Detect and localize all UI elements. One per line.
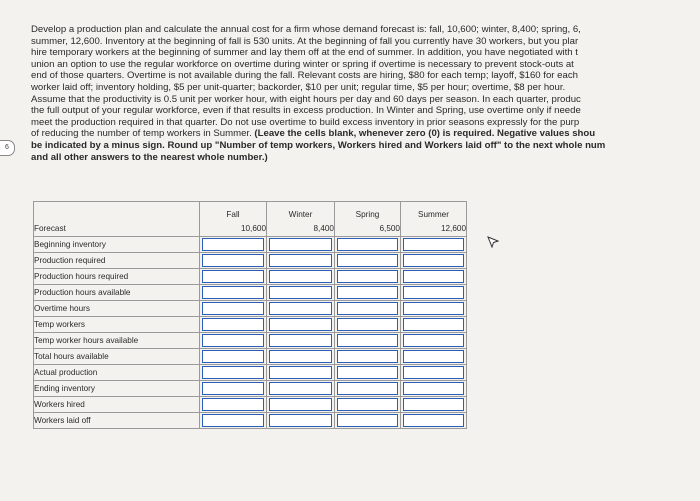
answer-cell-spring <box>335 412 401 428</box>
row-label: Actual production <box>34 364 200 380</box>
table-row <box>34 396 467 412</box>
problem-line: union an option to use the regular workforce on overtime during winter or spring if overtime is necessary to prevent stock-outs at <box>31 58 574 70</box>
answer-cell-fall <box>200 252 267 268</box>
answer-input-winter[interactable] <box>269 270 332 283</box>
answer-cell-summer <box>401 300 467 316</box>
table-row <box>34 332 467 348</box>
table-header-row <box>34 202 467 221</box>
row-label: Temp workers <box>34 316 200 332</box>
row-label: Overtime hours <box>34 300 200 316</box>
production-plan-table <box>33 201 467 429</box>
row-label: Workers laid off <box>34 412 200 428</box>
answer-cell-winter <box>267 252 335 268</box>
answer-input-fall[interactable] <box>202 414 264 427</box>
answer-input-winter[interactable] <box>269 334 332 347</box>
answer-input-spring[interactable] <box>337 366 398 379</box>
answer-input-fall[interactable] <box>202 318 264 331</box>
answer-input-spring[interactable] <box>337 238 398 251</box>
answer-input-summer[interactable] <box>403 350 464 363</box>
answer-cell-summer <box>401 396 467 412</box>
answer-input-spring[interactable] <box>337 414 398 427</box>
instruction-line: and all other answers to the nearest whole number.) <box>31 151 268 163</box>
answer-input-spring[interactable] <box>337 302 398 315</box>
answer-cell-summer <box>401 364 467 380</box>
answer-input-summer[interactable] <box>403 382 464 395</box>
answer-cell-winter <box>267 332 335 348</box>
header-fall: Fall <box>200 202 267 221</box>
answer-cell-fall <box>200 268 267 284</box>
problem-line: worker laid off; inventory holding, $5 per unit-quarter; backorder, $10 per unit; regular time, $5 per hour; overtime, $8 per hour. <box>31 81 566 93</box>
answer-cell-spring <box>335 332 401 348</box>
answer-input-spring[interactable] <box>337 350 398 363</box>
answer-cell-fall <box>200 412 267 428</box>
answer-cell-summer <box>401 284 467 300</box>
row-label: Forecast <box>34 221 200 237</box>
problem-line-mixed <box>31 128 700 140</box>
instruction-line: be indicated by a minus sign. Round up "Number of temp workers, Workers hired and Workers laid off" to the next whole num <box>31 139 606 151</box>
answer-input-winter[interactable] <box>269 382 332 395</box>
answer-input-spring[interactable] <box>337 398 398 411</box>
mouse-pointer-icon <box>487 236 499 248</box>
answer-input-summer[interactable] <box>403 286 464 299</box>
header-summer: Summer <box>401 202 467 221</box>
answer-input-summer[interactable] <box>403 270 464 283</box>
answer-input-winter[interactable] <box>269 318 332 331</box>
problem-line: summer, 12,600. Inventory at the beginning of fall is 530 units. At the beginning of fall you currently have 30 workers, but you plar <box>31 35 579 47</box>
problem-line: Assume that the productivity is 0.5 unit per worker hour, with eight hours per day and 60 days per season. In each quarter, produc <box>31 93 581 105</box>
answer-cell-summer <box>401 252 467 268</box>
answer-input-spring[interactable] <box>337 270 398 283</box>
row-label: Production required <box>34 252 200 268</box>
answer-input-fall[interactable] <box>202 366 264 379</box>
answer-input-summer[interactable] <box>403 318 464 331</box>
answer-cell-summer <box>401 236 467 252</box>
answer-cell-summer <box>401 348 467 364</box>
answer-input-summer[interactable] <box>403 366 464 379</box>
answer-input-fall[interactable] <box>202 334 264 347</box>
answer-input-fall[interactable] <box>202 398 264 411</box>
answer-cell-spring <box>335 300 401 316</box>
table-corner <box>34 202 200 221</box>
answer-input-summer[interactable] <box>403 334 464 347</box>
answer-cell-fall <box>200 300 267 316</box>
forecast-spring: 6,500 <box>335 221 401 237</box>
answer-cell-spring <box>335 236 401 252</box>
answer-input-fall[interactable] <box>202 382 264 395</box>
answer-input-summer[interactable] <box>403 238 464 251</box>
problem-line: hire temporary workers at the beginning of summer and lay them off at the end of summer. In addition, you have negotiated with t <box>31 47 578 59</box>
answer-cell-summer <box>401 268 467 284</box>
answer-cell-fall <box>200 284 267 300</box>
answer-cell-fall <box>200 316 267 332</box>
answer-input-spring[interactable] <box>337 318 398 331</box>
table-row <box>34 268 467 284</box>
answer-cell-fall <box>200 380 267 396</box>
answer-input-winter[interactable] <box>269 302 332 315</box>
header-winter: Winter <box>267 202 335 221</box>
header-spring: Spring <box>335 202 401 221</box>
instruction-text: (Leave the cells blank, whenever zero (0) is required. Negative values shou <box>254 128 596 140</box>
answer-cell-fall <box>200 236 267 252</box>
answer-input-winter[interactable] <box>269 286 332 299</box>
answer-cell-spring <box>335 284 401 300</box>
answer-input-winter[interactable] <box>269 366 332 379</box>
forecast-row <box>34 221 467 237</box>
answer-input-fall[interactable] <box>202 254 264 267</box>
answer-cell-summer <box>401 316 467 332</box>
answer-cell-winter <box>267 300 335 316</box>
answer-cell-spring <box>335 396 401 412</box>
answer-cell-fall <box>200 348 267 364</box>
problem-statement <box>31 24 700 163</box>
answer-input-winter[interactable] <box>269 398 332 411</box>
row-label: Ending inventory <box>34 380 200 396</box>
table-row <box>34 412 467 428</box>
answer-cell-winter <box>267 284 335 300</box>
answer-cell-winter <box>267 396 335 412</box>
answer-cell-winter <box>267 348 335 364</box>
answer-cell-summer <box>401 380 467 396</box>
answer-cell-summer <box>401 412 467 428</box>
problem-line: Develop a production plan and calculate the annual cost for a firm whose demand forecast is: fall, 10,600; winter, 8,400; spring, 6, <box>31 24 581 35</box>
answer-input-summer[interactable] <box>403 302 464 315</box>
answer-cell-summer <box>401 332 467 348</box>
problem-line: meet the production required in that quarter. Do not use overtime to build excess inventory in prior seasons expressly for the purp <box>31 116 580 128</box>
problem-line: end of those quarters. Overtime is not available during the fall. Relevant costs are hiring, $80 for each temp; layoff, $160 for each <box>31 70 578 82</box>
answer-input-fall[interactable] <box>202 286 264 299</box>
answer-input-summer[interactable] <box>403 254 464 267</box>
row-label: Beginning inventory <box>34 236 200 252</box>
answer-cell-winter <box>267 236 335 252</box>
answer-cell-fall <box>200 332 267 348</box>
answer-input-winter[interactable] <box>269 414 332 427</box>
answer-cell-spring <box>335 316 401 332</box>
answer-cell-winter <box>267 380 335 396</box>
answer-input-summer[interactable] <box>403 414 464 427</box>
answer-input-spring[interactable] <box>337 382 398 395</box>
answer-cell-fall <box>200 364 267 380</box>
answer-cell-spring <box>335 364 401 380</box>
answer-input-winter[interactable] <box>269 238 332 251</box>
problem-line: the full output of your regular workforce, even if that results in excess production. In Winter and Spring, use overtime only if neede <box>31 105 581 117</box>
answer-cell-winter <box>267 316 335 332</box>
table-row <box>34 364 467 380</box>
answer-input-fall[interactable] <box>202 270 264 283</box>
answer-input-fall[interactable] <box>202 302 264 315</box>
answer-input-fall[interactable] <box>202 350 264 363</box>
answer-cell-winter <box>267 364 335 380</box>
answer-cell-spring <box>335 252 401 268</box>
problem-text: of reducing the number of temp workers in Summer. <box>31 128 255 140</box>
answer-input-spring[interactable] <box>337 286 398 299</box>
answer-input-winter[interactable] <box>269 254 332 267</box>
row-label: Total hours available <box>34 348 200 364</box>
answer-input-spring[interactable] <box>337 334 398 347</box>
answer-cell-spring <box>335 268 401 284</box>
answer-cell-winter <box>267 268 335 284</box>
question-number-badge: 6 <box>0 140 15 156</box>
row-label: Temp worker hours available <box>34 332 200 348</box>
answer-input-summer[interactable] <box>403 398 464 411</box>
forecast-fall: 10,600 <box>200 221 267 237</box>
table-row <box>34 348 467 364</box>
answer-input-fall[interactable] <box>202 238 264 251</box>
answer-cell-fall <box>200 396 267 412</box>
row-label: Production hours required <box>34 268 200 284</box>
table-row <box>34 236 467 252</box>
forecast-summer: 12,600 <box>401 221 467 237</box>
forecast-winter: 8,400 <box>267 221 335 237</box>
row-label: Production hours available <box>34 284 200 300</box>
table-row <box>34 380 467 396</box>
answer-input-spring[interactable] <box>337 254 398 267</box>
answer-cell-spring <box>335 380 401 396</box>
answer-cell-winter <box>267 412 335 428</box>
row-label: Workers hired <box>34 396 200 412</box>
table-row <box>34 284 467 300</box>
answer-input-winter[interactable] <box>269 350 332 363</box>
table-row <box>34 316 467 332</box>
table-row <box>34 300 467 316</box>
answer-cell-spring <box>335 348 401 364</box>
table-row <box>34 252 467 268</box>
